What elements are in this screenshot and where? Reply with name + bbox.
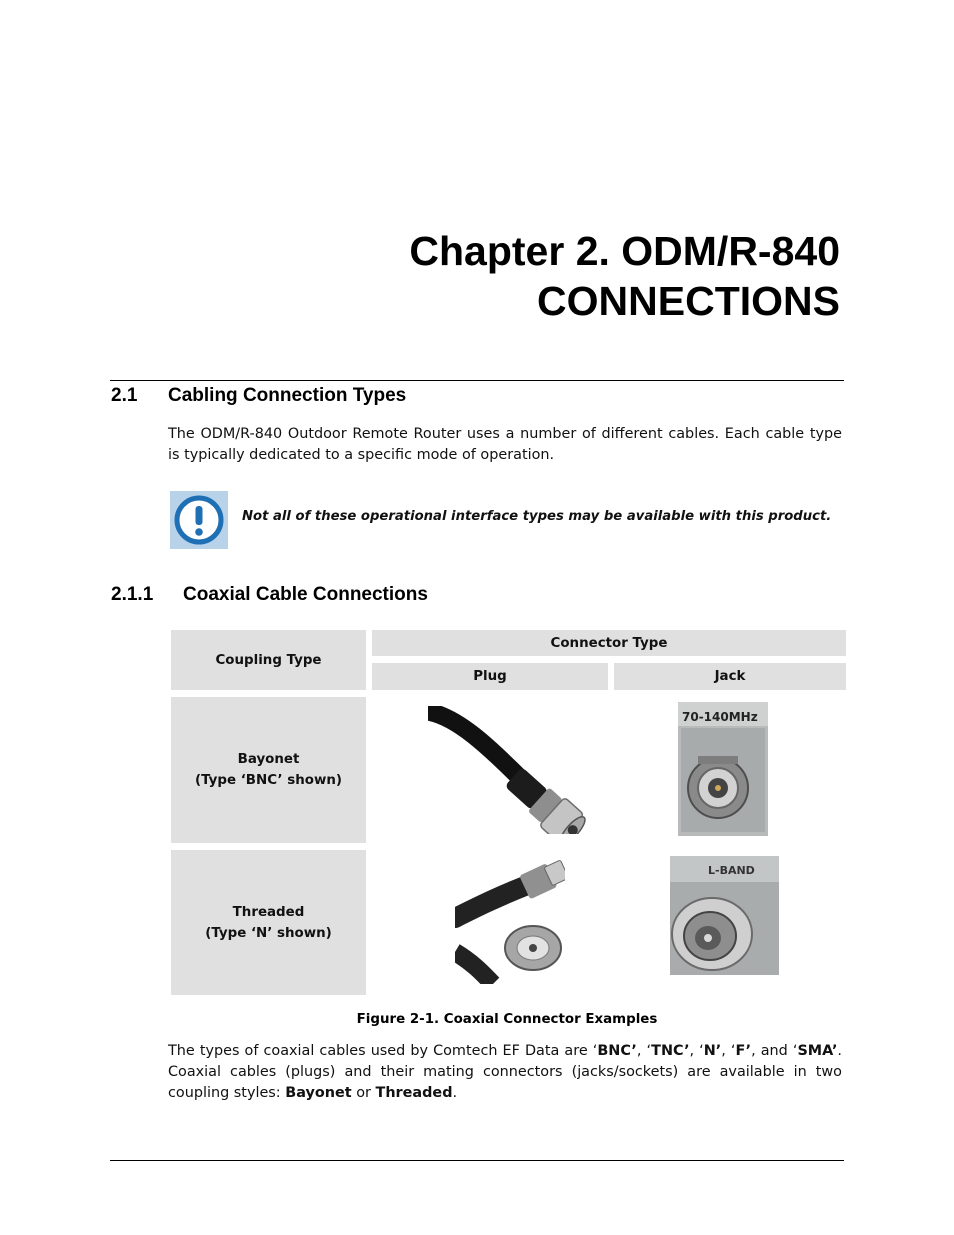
exclamation-circle-icon (170, 491, 228, 549)
text-run: , ‘ (689, 1043, 704, 1059)
coupling-type-header: Coupling Type (171, 630, 366, 690)
coupling-example: (Type ‘BNC’ shown) (194, 773, 342, 788)
n-jack-photo (670, 856, 779, 975)
threaded-style: Threaded (375, 1085, 453, 1101)
coupling-threaded (171, 850, 366, 995)
coaxial-types-paragraph (168, 1041, 842, 1104)
n-plug-photo (455, 860, 565, 984)
text-run: or (351, 1085, 376, 1101)
text-run: , ‘ (636, 1043, 652, 1059)
section-title: Cabling Connection Types (168, 385, 407, 406)
text-run: The types of coaxial cables used by Comtech EF Data are ‘ (168, 1043, 598, 1059)
chapter-title (140, 226, 840, 326)
bnc-jack-photo (678, 702, 768, 836)
sma-type: SMA’ (797, 1043, 838, 1059)
jack-panel-label: L-BAND (708, 864, 755, 877)
coupling-bayonet (171, 697, 366, 843)
jack-header: Jack (614, 663, 846, 690)
tnc-type: TNC’ (651, 1043, 690, 1059)
figure-caption: Figure 2-1. Coaxial Connector Examples (356, 1012, 658, 1027)
text-run: . (452, 1085, 458, 1101)
intro-paragraph: The ODM/R-840 Outdoor Remote Router uses a number of different cables. Each cable type is typically dedicated to a specific mode of operation. (168, 426, 842, 463)
jack-panel-label: 70-140MHz (682, 710, 758, 724)
bnc-type: BNC’ (597, 1043, 637, 1059)
footer-divider (110, 1160, 844, 1161)
text-run: . Coaxial cables (plugs) and their mating connectors (jacks/sockets) are available in two coupling styles: (168, 1043, 842, 1101)
coupling-example: (Type ‘N’ shown) (205, 925, 332, 941)
plug-header: Plug (372, 663, 608, 690)
f-type: F’ (735, 1043, 752, 1059)
subsection-title: Coaxial Cable Connections (183, 584, 428, 605)
text-run: , and ‘ (751, 1043, 798, 1059)
chapter-title-line1: Chapter 2. ODM/R-840 (409, 228, 840, 274)
bnc-plug-photo (428, 706, 588, 834)
section-number: 2.1 (111, 385, 138, 406)
section-divider (110, 380, 844, 381)
coupling-name: Threaded (232, 904, 305, 920)
coupling-name: Bayonet (237, 752, 300, 767)
connector-type-header: Connector Type (372, 630, 846, 656)
bayonet-style: Bayonet (285, 1085, 352, 1101)
n-type: N’ (703, 1043, 722, 1059)
note-icon-box (170, 491, 228, 549)
text-run: , ‘ (721, 1043, 736, 1059)
chapter-title-line2: CONNECTIONS (537, 278, 840, 324)
subsection-number: 2.1.1 (111, 584, 154, 605)
note-text: Not all of these operational interface types may be available with this product. (242, 509, 832, 524)
